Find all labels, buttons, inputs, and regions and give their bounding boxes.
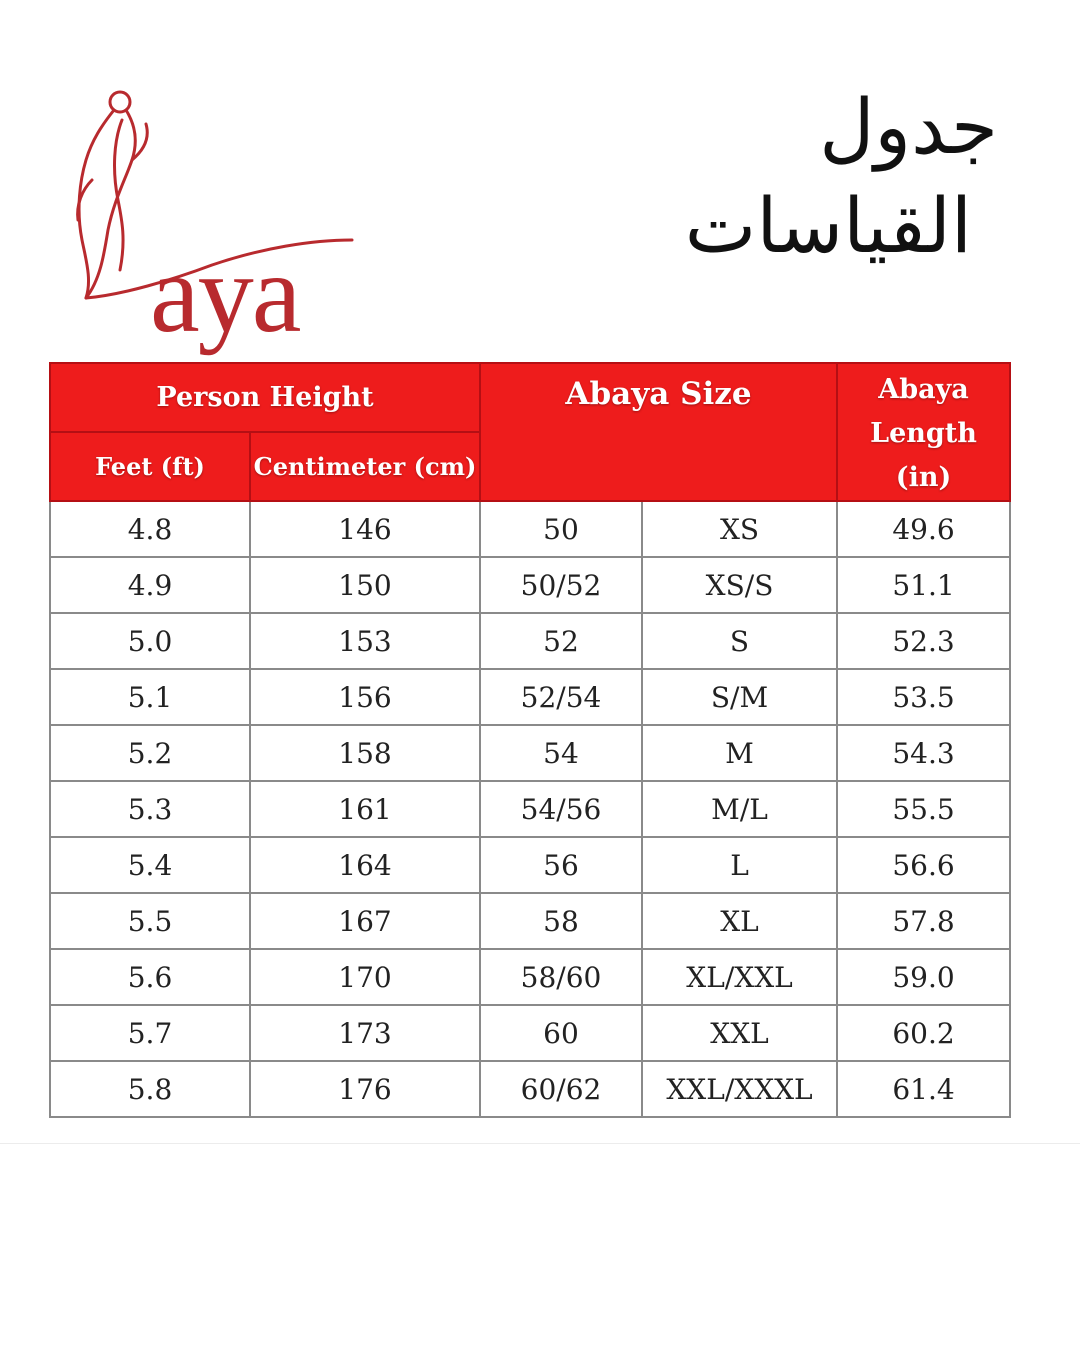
cell-size-letter: XXL — [642, 1005, 837, 1061]
cell-feet: 5.5 — [50, 893, 250, 949]
cell-feet: 5.2 — [50, 725, 250, 781]
cell-size-letter: M — [642, 725, 837, 781]
cell-feet: 5.6 — [50, 949, 250, 1005]
cell-size-number: 52 — [480, 613, 642, 669]
cell-cm: 153 — [250, 613, 480, 669]
cell-size-letter: S/M — [642, 669, 837, 725]
cell-cm: 170 — [250, 949, 480, 1005]
cell-size-number: 60 — [480, 1005, 642, 1061]
cell-size-letter: XS — [642, 501, 837, 557]
table-row — [50, 613, 1010, 669]
cell-cm: 150 — [250, 557, 480, 613]
cell-length: 56.6 — [837, 837, 1010, 893]
cell-feet: 5.1 — [50, 669, 250, 725]
cell-size-letter: XS/S — [642, 557, 837, 613]
table-row — [50, 669, 1010, 725]
table-row — [50, 557, 1010, 613]
cell-feet: 5.4 — [50, 837, 250, 893]
table-row — [50, 781, 1010, 837]
cell-size-number: 56 — [480, 837, 642, 893]
cell-size-letter: L — [642, 837, 837, 893]
cell-feet: 4.8 — [50, 501, 250, 557]
cell-length: 49.6 — [837, 501, 1010, 557]
table-row — [50, 837, 1010, 893]
cell-cm: 167 — [250, 893, 480, 949]
table-row — [50, 501, 1010, 557]
header-abaya-length-line1: Abaya — [878, 374, 969, 405]
table-row — [50, 1005, 1010, 1061]
cell-feet: 4.9 — [50, 557, 250, 613]
cell-size-number: 58 — [480, 893, 642, 949]
brand-logo — [62, 80, 362, 356]
cell-length: 60.2 — [837, 1005, 1010, 1061]
logo-wordmark: aya — [150, 232, 300, 356]
header-centimeter: Centimeter (cm) — [250, 432, 480, 501]
cell-length: 57.8 — [837, 893, 1010, 949]
size-chart — [49, 362, 1009, 1118]
table-row — [50, 725, 1010, 781]
cell-length: 53.5 — [837, 669, 1010, 725]
cell-size-number: 58/60 — [480, 949, 642, 1005]
cell-size-letter: XL/XXL — [642, 949, 837, 1005]
cell-cm: 164 — [250, 837, 480, 893]
cell-size-letter: M/L — [642, 781, 837, 837]
cell-size-letter: XXL/XXXL — [642, 1061, 837, 1117]
cell-cm: 158 — [250, 725, 480, 781]
cell-size-number: 52/54 — [480, 669, 642, 725]
cell-length: 59.0 — [837, 949, 1010, 1005]
table-body — [50, 501, 1010, 1117]
cell-feet: 5.3 — [50, 781, 250, 837]
cell-size-letter: XL — [642, 893, 837, 949]
cell-size-letter: S — [642, 613, 837, 669]
cell-cm: 176 — [250, 1061, 480, 1117]
cell-length: 61.4 — [837, 1061, 1010, 1117]
table-row — [50, 1061, 1010, 1117]
cell-size-number: 50 — [480, 501, 642, 557]
header-person-height: Person Height — [50, 363, 480, 432]
cell-feet: 5.0 — [50, 613, 250, 669]
cell-feet: 5.8 — [50, 1061, 250, 1117]
table-row — [50, 893, 1010, 949]
title-line-2: القياسات — [684, 180, 972, 270]
header-abaya-size: Abaya Size — [480, 363, 837, 501]
cell-size-number: 54 — [480, 725, 642, 781]
title-line-1: جدول — [819, 82, 998, 171]
cell-length: 54.3 — [837, 725, 1010, 781]
page-title — [685, 78, 998, 276]
cell-length: 52.3 — [837, 613, 1010, 669]
cell-size-number: 60/62 — [480, 1061, 642, 1117]
size-table — [49, 362, 1011, 1118]
cell-cm: 146 — [250, 501, 480, 557]
cell-size-number: 54/56 — [480, 781, 642, 837]
cell-cm: 161 — [250, 781, 480, 837]
cell-cm: 173 — [250, 1005, 480, 1061]
cell-size-number: 50/52 — [480, 557, 642, 613]
header-abaya-length — [837, 363, 1010, 501]
cell-cm: 156 — [250, 669, 480, 725]
table-row — [50, 949, 1010, 1005]
cell-feet: 5.7 — [50, 1005, 250, 1061]
divider — [0, 1143, 1080, 1144]
cell-length: 55.5 — [837, 781, 1010, 837]
header-abaya-length-line2: Length (in) — [870, 418, 977, 493]
cell-length: 51.1 — [837, 557, 1010, 613]
header-feet: Feet (ft) — [50, 432, 250, 501]
